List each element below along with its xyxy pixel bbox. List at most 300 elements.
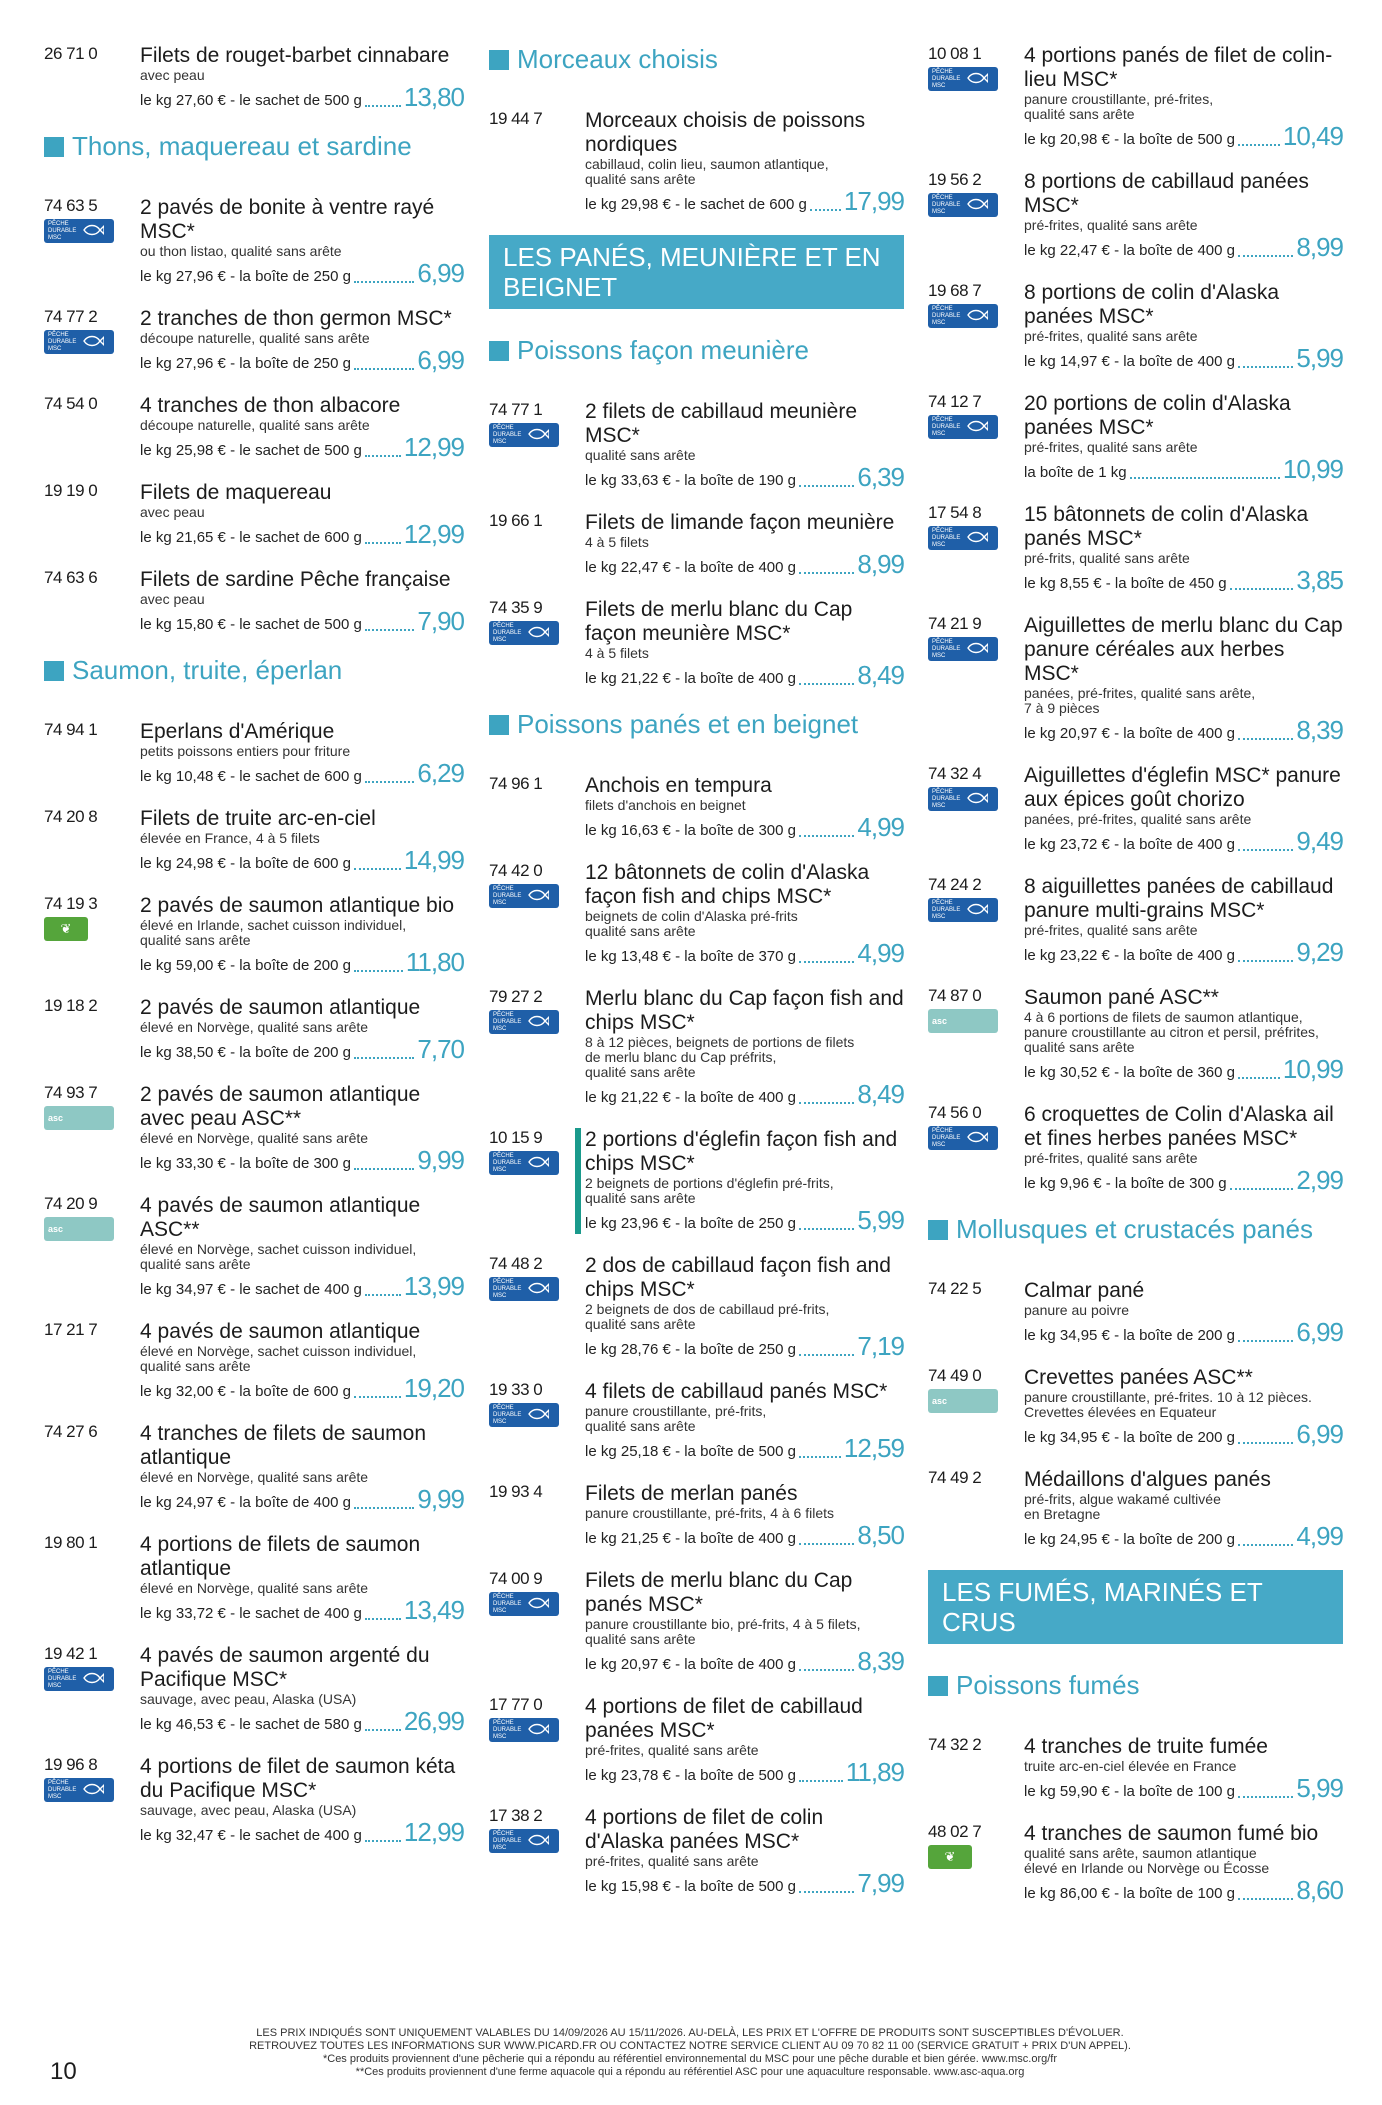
page-number: 10 [50,2058,77,2085]
product-description: 2 beignets de dos de cabillaud pré-frits, [585,1301,830,1317]
price-per-kg: le kg 27,96 € - la boîte de 250 g [140,268,351,285]
fish-icon [82,1671,104,1688]
product-name: 20 portions de colin d'Alaska panées MSC* [1024,392,1291,439]
product-left [44,807,140,874]
product-left [928,614,1024,744]
product-item [44,1422,464,1513]
product-code: 74 42 0 [489,861,543,880]
product-body [585,598,904,689]
fish-icon [966,1130,988,1147]
price-line [1024,716,1343,744]
product-name: 6 croquettes de Colin d'Alaska ail et fines herbes panées MSC* [1024,1103,1334,1150]
price-line [1024,1876,1343,1904]
product-item [489,987,904,1108]
bio-leaf-glyph: ❦ [60,921,72,936]
fish-icon [966,308,988,325]
product-name: 4 filets de cabillaud panés MSC* [585,1380,888,1403]
product-description: qualité sans arête [585,1631,696,1647]
category-banner: LES PANÉS, MEUNIÈRE ET EN BEIGNET [489,235,904,309]
price-per-kg: le kg 20,98 € - la boîte de 500 g [1024,131,1235,148]
dotted-leader [1238,366,1293,368]
product-body [1024,875,1343,966]
product-description: panure croustillante bio, pré-frits, 4 à 5 filets, [585,1616,861,1632]
product-name: 4 portions de filet de colin d'Alaska panées MSC* [585,1806,824,1853]
price-value: 8,39 [1296,715,1343,745]
product-code: 74 12 7 [928,392,982,411]
section-title: Poissons façon meunière [517,335,809,365]
product-description: panure croustillante au citron et persil, préfrites, [1024,1024,1319,1040]
dotted-leader [1238,255,1293,257]
product-body [585,1380,904,1462]
msc-logo-text: PÊCHE DURABLE MSC [493,622,522,643]
msc-logo-icon [44,330,114,354]
price-line [585,1332,904,1360]
product-description: découpe naturelle, qualité sans arête [140,330,370,346]
product-body [1024,392,1343,483]
product-body [585,861,904,967]
product-body [585,511,904,578]
product-name: 4 portions de filets de saumon atlantique [140,1533,421,1580]
msc-logo-icon [44,219,114,243]
product-description: panure croustillante, pré-frites, [1024,91,1214,107]
msc-logo-text: PÊCHE DURABLE MSC [493,1278,522,1299]
product-name: 2 portions d'églefin façon fish and chips MSC* [585,1128,898,1175]
msc-logo-icon [489,884,559,908]
footer-line: LES PRIX INDIQUÉS SONT UNIQUEMENT VALABLES DU 14/09/2026 AU 15/11/2026. AU-DELÀ, LES PRIX ET L'OFFRE DE PRODUITS SONT SUSCEPTIBLES D'ÉVOLUER. [256,2027,1124,2039]
price-line [140,1707,464,1735]
dotted-leader [799,961,854,963]
product-left [928,1103,1024,1194]
price-per-kg: le kg 59,90 € - la boîte de 100 g [1024,1783,1235,1800]
product-item [489,598,904,689]
price-per-kg: le kg 33,30 € - la boîte de 300 g [140,1155,351,1172]
product-item [44,1644,464,1735]
dotted-leader [799,835,854,837]
product-item [928,986,1343,1083]
product-item [44,1083,464,1174]
product-item [489,1482,904,1549]
price-line [140,259,464,287]
dotted-leader [365,455,401,457]
product-left [928,764,1024,855]
price-value: 4,99 [1296,1521,1343,1551]
product-description: élevé en Irlande ou Norvège ou Écosse [1024,1860,1270,1876]
dotted-leader [799,485,854,487]
price-value: 12,99 [403,1817,464,1847]
msc-logo-text: PÊCHE DURABLE MSC [932,638,961,659]
product-item [489,861,904,967]
product-name: Filets de merlu blanc du Cap panés MSC* [585,1569,853,1616]
product-body [585,1482,904,1549]
price-line [1024,455,1343,483]
dotted-leader [365,1618,401,1620]
product-description: sauvage, avec peau, Alaska (USA) [140,1691,357,1707]
msc-logo-icon [928,1126,998,1150]
product-description: beignets de colin d'Alaska pré-frits [585,908,798,924]
product-body [1024,281,1343,372]
product-left [44,1422,140,1513]
product-item [928,281,1343,372]
product-item [928,614,1343,744]
product-name: 2 pavés de saumon atlantique bio [140,894,455,917]
price-per-kg: le kg 14,97 € - la boîte de 400 g [1024,353,1235,370]
section-square-icon [489,341,509,361]
fish-icon [527,1014,549,1031]
price-per-kg: le kg 46,53 € - le sachet de 580 g [140,1716,362,1733]
product-name: 4 pavés de saumon atlantique [140,1320,421,1343]
product-name: Médaillons d'algues panés [1024,1468,1271,1491]
product-code: 74 32 2 [928,1735,982,1754]
product-code: 74 87 0 [928,986,982,1005]
product-name: 2 dos de cabillaud façon fish and chips MSC* [585,1254,891,1301]
product-description: 8 à 12 pièces, beignets de portions de filets [585,1034,855,1050]
price-line [1024,233,1343,261]
msc-logo-text: PÊCHE DURABLE MSC [932,305,961,326]
product-item [928,1735,1343,1802]
section-title: Poissons panés et en beignet [517,709,859,739]
product-left [489,861,585,967]
price-value: 6,99 [1296,1419,1343,1449]
price-per-kg: le kg 8,55 € - la boîte de 450 g [1024,575,1227,592]
product-description: petits poissons entiers pour friture [140,743,351,759]
product-code: 17 21 7 [44,1320,98,1339]
price-line [140,83,464,111]
product-body [1024,170,1343,261]
product-body [585,1806,904,1897]
section-heading [928,1670,1343,1701]
product-description: avec peau [140,504,205,520]
dotted-leader [799,1543,854,1545]
price-line [585,813,904,841]
price-value: 8,39 [857,1646,904,1676]
price-value: 12,59 [843,1433,904,1463]
product-left [489,1128,585,1234]
price-line [1024,344,1343,372]
section-square-icon [44,661,64,681]
dotted-leader [354,970,403,972]
product-body [140,1422,464,1513]
section-title: Thons, maquereau et sardine [72,131,412,161]
product-body [1024,1279,1343,1346]
price-per-kg: le kg 38,50 € - la boîte de 200 g [140,1044,351,1061]
product-item [44,1755,464,1846]
product-description: pré-frits, qualité sans arête [1024,550,1190,566]
product-code: 79 27 2 [489,987,543,1006]
product-item [44,394,464,461]
price-per-kg: le kg 29,98 € - le sachet de 600 g [585,196,807,213]
price-line [1024,566,1343,594]
product-item [489,1806,904,1897]
product-description: qualité sans arête [585,1316,696,1332]
product-left [489,1569,585,1675]
dotted-leader [1238,1898,1293,1900]
product-description: pré-frites, qualité sans arête [585,1742,759,1758]
product-left [928,1735,1024,1802]
price-per-kg: le kg 23,72 € - la boîte de 400 g [1024,836,1235,853]
dotted-leader [1238,849,1293,851]
product-code: 74 20 8 [44,807,98,826]
dotted-leader [354,868,401,870]
price-value: 6,29 [417,758,464,788]
product-name: Anchois en tempura [585,774,772,797]
price-per-kg: le kg 59,00 € - la boîte de 200 g [140,957,351,974]
bio-leaf-glyph: ❦ [944,1849,956,1864]
msc-logo-text: PÊCHE DURABLE MSC [493,1719,522,1740]
column-right [928,44,1343,1924]
msc-logo-text: PÊCHE DURABLE MSC [932,194,961,215]
msc-logo-text: PÊCHE DURABLE MSC [493,424,522,445]
product-body [140,720,464,787]
price-value: 3,85 [1296,565,1343,595]
price-line [140,1374,464,1402]
msc-logo-text: PÊCHE DURABLE MSC [48,1668,77,1689]
product-description: pré-frites, qualité sans arête [1024,1150,1198,1166]
product-body [585,774,904,841]
asc-logo-icon [44,1106,114,1130]
section-heading [44,655,464,686]
price-value: 2,99 [1296,1165,1343,1195]
price-line [140,433,464,461]
product-left [928,1366,1024,1448]
product-code: 19 44 7 [489,109,543,128]
product-name: Aiguillettes d'églefin MSC* panure aux épices goût chorizo [1024,764,1341,811]
price-per-kg: le kg 32,00 € - la boîte de 600 g [140,1383,351,1400]
fish-icon [527,1407,549,1424]
fish-icon [966,71,988,88]
price-value: 9,99 [417,1145,464,1175]
product-name: 4 tranches de thon albacore [140,394,401,417]
product-left [489,1482,585,1549]
product-item [928,44,1343,150]
product-left [44,44,140,111]
asc-logo-text: asc [48,1113,64,1123]
product-code: 74 77 2 [44,307,98,326]
msc-logo-text: PÊCHE DURABLE MSC [493,1830,522,1851]
product-name: Filets de maquereau [140,481,332,504]
product-description: qualité sans arête [1024,1039,1135,1055]
product-name: 4 portions de filet de cabillaud panées MSC* [585,1695,863,1742]
product-description: qualité sans arête [140,1256,251,1272]
price-line [585,1869,904,1897]
fish-icon [82,334,104,351]
asc-logo-icon [928,1389,998,1413]
price-line [1024,1420,1343,1448]
product-description: 4 à 5 filets [585,534,649,550]
product-description: élevée en France, 4 à 5 filets [140,830,320,846]
section-square-icon [489,50,509,70]
product-item [928,764,1343,855]
dotted-leader [810,209,841,211]
product-description: qualité sans arête [585,923,696,939]
price-line [585,1647,904,1675]
price-line [140,948,464,976]
dotted-leader [799,1456,841,1458]
dotted-leader [365,1294,401,1296]
price-value: 7,90 [417,606,464,636]
product-name: Morceaux choisis de poissons nordiques [585,109,866,156]
product-left [489,598,585,689]
dotted-leader [1238,1442,1293,1444]
price-value: 13,49 [403,1595,464,1625]
footer-note-msc: *Ces produits proviennent d'une pêcherie qui a répondu au référentiel environnemental du MSC pour une pêche durable et bien gérée. www.msc.org/fr [322,2053,1058,2065]
dotted-leader [354,1168,414,1170]
product-description: cabillaud, colin lieu, saumon atlantique, [585,156,829,172]
product-description: qualité sans arête [140,932,251,948]
dotted-leader [354,1396,401,1398]
price-value: 8,49 [857,660,904,690]
price-line [585,661,904,689]
section-title: Mollusques et crustacés panés [956,1214,1313,1244]
fish-icon [527,1155,549,1172]
product-name: 15 bâtonnets de colin d'Alaska panés MSC* [1024,503,1309,550]
product-body [1024,1735,1343,1802]
dotted-leader [365,542,401,544]
msc-logo-icon [489,1151,559,1175]
product-left [489,987,585,1108]
product-item [44,1320,464,1402]
product-code: 74 56 0 [928,1103,982,1122]
dotted-leader [365,629,415,631]
price-per-kg: la boîte de 1 kg [1024,464,1127,481]
price-per-kg: le kg 23,96 € - la boîte de 250 g [585,1215,796,1232]
price-per-kg: le kg 32,47 € - le sachet de 400 g [140,1827,362,1844]
price-line [140,520,464,548]
footer-line: RETROUVEZ TOUTES LES INFORMATIONS SUR WWW.PICARD.FR OU CONTACTEZ NOTRE SERVICE CLIENT AU 09 70 82 11 00 (SERVICE GRATUIT + PRIX D'UN APPEL). [249,2040,1131,2052]
price-value: 6,99 [417,258,464,288]
price-value: 4,99 [857,812,904,842]
price-line [585,939,904,967]
product-description: pré-frites, qualité sans arête [1024,328,1198,344]
product-left [44,1644,140,1735]
product-code: 19 33 0 [489,1380,543,1399]
msc-logo-text: PÊCHE DURABLE MSC [493,1593,522,1614]
product-description: panure croustillante, pré-frits, 4 à 6 filets [585,1505,835,1521]
price-value: 6,99 [417,345,464,375]
section-square-icon [44,137,64,157]
price-per-kg: le kg 21,22 € - la boîte de 400 g [585,1089,796,1106]
price-per-kg: le kg 86,00 € - la boîte de 100 g [1024,1885,1235,1902]
product-code: 26 71 0 [44,44,98,63]
fish-icon [527,1833,549,1850]
product-item [44,894,464,976]
price-value: 12,99 [403,519,464,549]
product-item [44,807,464,874]
price-per-kg: le kg 9,96 € - la boîte de 300 g [1024,1175,1227,1192]
dotted-leader [1238,960,1293,962]
msc-logo-icon [928,304,998,328]
product-left [44,720,140,787]
product-description: qualité sans arête [585,1064,696,1080]
dotted-leader [1238,738,1293,740]
product-description: truite arc-en-ciel élevée en France [1024,1758,1237,1774]
product-code: 74 94 1 [44,720,98,739]
msc-logo-text: PÊCHE DURABLE MSC [493,1152,522,1173]
product-item [489,1695,904,1786]
product-description: pré-frits, algue wakamé cultivée [1024,1491,1221,1507]
dotted-leader [799,1891,854,1893]
price-per-kg: le kg 13,48 € - la boîte de 370 g [585,948,796,965]
product-left [489,774,585,841]
product-code: 74 21 9 [928,614,982,633]
product-description: 2 beignets de portions d'églefin pré-frits, [585,1175,834,1191]
section-square-icon [928,1220,948,1240]
price-value: 5,99 [857,1205,904,1235]
price-value: 10,49 [1282,121,1343,151]
msc-logo-text: PÊCHE DURABLE MSC [48,331,77,352]
product-left [489,109,585,215]
price-per-kg: le kg 15,98 € - la boîte de 500 g [585,1878,796,1895]
price-line [1024,122,1343,150]
fish-icon [527,888,549,905]
product-description: élevé en Norvège, qualité sans arête [140,1130,369,1146]
product-code: 74 27 6 [44,1422,98,1441]
product-name: Aiguillettes de merlu blanc du Cap panure céréales aux herbes MSC* [1024,614,1343,685]
product-item [928,1279,1343,1346]
dotted-leader [799,683,854,685]
product-code: 19 93 4 [489,1482,543,1501]
msc-logo-icon [44,1667,114,1691]
product-left [928,170,1024,261]
dotted-leader [1238,1340,1293,1342]
price-value: 7,99 [857,1868,904,1898]
product-body [140,1644,464,1735]
product-left [928,44,1024,150]
dotted-leader [1230,1188,1294,1190]
fish-icon [966,791,988,808]
product-description: sauvage, avec peau, Alaska (USA) [140,1802,357,1818]
product-left [44,196,140,287]
product-description: 4 à 5 filets [585,645,649,661]
product-code: 74 49 2 [928,1468,982,1487]
msc-logo-icon [489,621,559,645]
price-per-kg: le kg 23,22 € - la boîte de 400 g [1024,947,1235,964]
product-description: panées, pré-frites, qualité sans arête, [1024,685,1256,701]
product-description: de merlu blanc du Cap préfrits, [585,1049,777,1065]
product-name: Merlu blanc du Cap façon fish and chips MSC* [585,987,904,1034]
product-item [928,1822,1343,1904]
product-name: 2 pavés de saumon atlantique avec peau ASC** [140,1083,421,1130]
product-name: Crevettes panées ASC** [1024,1366,1253,1389]
price-line [585,1080,904,1108]
product-code: 74 48 2 [489,1254,543,1273]
product-code: 74 00 9 [489,1569,543,1588]
section-heading [489,44,904,75]
product-body [1024,44,1343,150]
section-title: Morceaux choisis [517,44,718,74]
dotted-leader [354,281,414,283]
price-value: 10,99 [1282,1054,1343,1084]
product-left [44,1320,140,1402]
asc-logo-icon [44,1217,114,1241]
price-line [140,1272,464,1300]
msc-logo-icon [928,193,998,217]
product-description: panées, pré-frites, qualité sans arête [1024,811,1252,827]
price-value: 12,99 [403,432,464,462]
msc-logo-icon [928,67,998,91]
product-item [928,1366,1343,1448]
product-left [928,1468,1024,1550]
price-line [1024,1166,1343,1194]
price-line [1024,827,1343,855]
product-item [44,996,464,1063]
msc-logo-icon [489,1829,559,1853]
product-code: 19 19 0 [44,481,98,500]
product-item [489,511,904,578]
price-line [140,607,464,635]
msc-logo-text: PÊCHE DURABLE MSC [932,899,961,920]
price-value: 8,50 [857,1520,904,1550]
product-name: 2 tranches de thon germon MSC* [140,307,452,330]
